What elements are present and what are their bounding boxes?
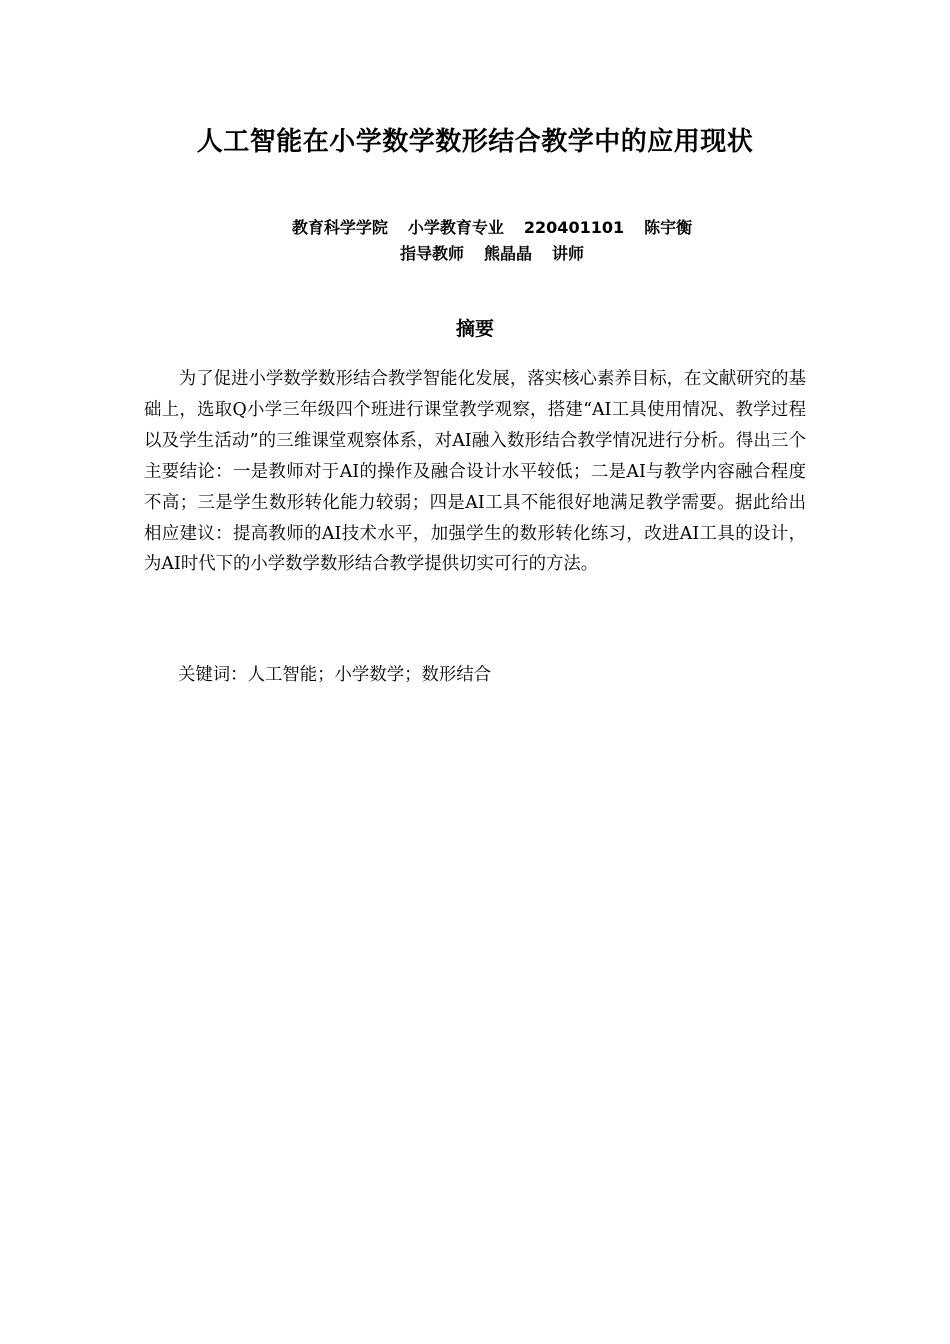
keywords-label: 关键词： [178,665,248,685]
advisor-name: 熊晶晶 [483,244,532,263]
keywords-text: 人工智能；小学数学；数形结合 [247,665,492,685]
advisor-rank: 讲师 [552,244,585,263]
abstract-body: 为了促进小学数学数形结合教学智能化发展，落实核心素养目标，在文献研究的基础上，选取Q小学三年级四个班进行课堂教学观察，搭建“AI工具使用情况、教学过程以及学生活动”的三维课堂观察体系，对AI融入数形结合教学情况进行分析。得出三个主要结论：一是教师对于AI的操作及融合设计水平较低；二是AI与教学内容融合程度不高；三是学生数形转化能力较弱；四是AI工具不能很好地满足教学需要。据此给出相应建议：提高教师的AI技术水平，加强学生的数形转化练习，改进AI工具的设计，为AI时代下的小学数学数形结合教学提供切实可行的方法。 [144,369,806,575]
major-name: 小学教育专业 [407,218,504,237]
paper-title: 人工智能在小学数学数形结合教学中的应用现状 [196,127,754,157]
abstract-heading: 摘要 [455,318,494,340]
advisor-label: 指导教师 [399,244,464,263]
author-info [0,216,950,240]
college-name: 教育科学学院 [291,218,388,237]
keywords-line [178,660,806,690]
author-name: 陈宇衡 [644,218,693,237]
student-id: 220401101 [523,218,625,237]
advisor-info [0,242,950,266]
